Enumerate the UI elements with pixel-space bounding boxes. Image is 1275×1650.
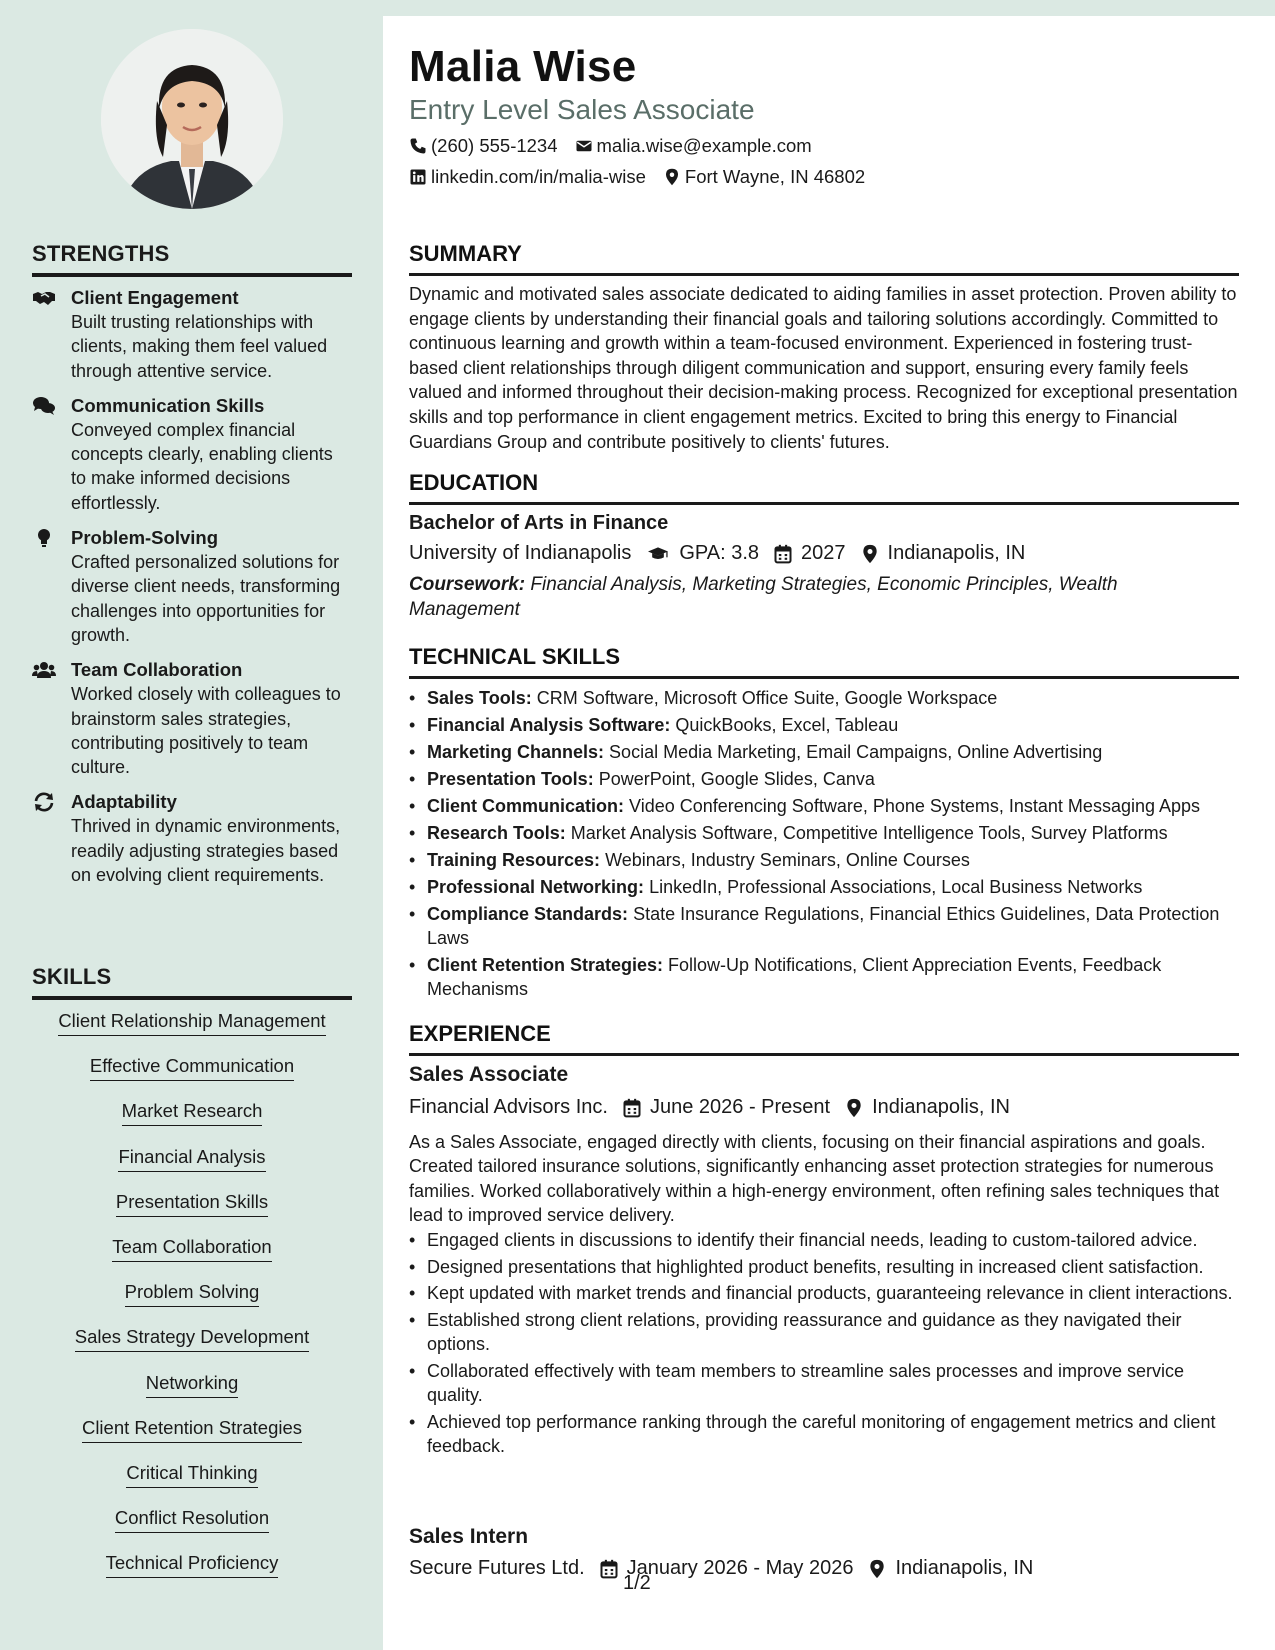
contact-row: [409, 135, 829, 157]
handshake-icon: [32, 288, 56, 308]
job-dates: June 2026 - Present: [649, 1096, 831, 1118]
skill-tag: Financial Analysis: [118, 1144, 265, 1172]
list-item: • Compliance Standards: State Insurance Regulations, Financial Ethics Guidelines, Data Protection Laws: [409, 902, 1239, 950]
school-name: University of Indianapolis: [409, 542, 632, 564]
phone-icon: [409, 137, 427, 155]
calendar-icon: [599, 1559, 619, 1579]
strengths-list: [32, 286, 352, 898]
list-item: • Sales Tools: CRM Software, Microsoft Office Suite, Google Workspace: [409, 686, 1239, 710]
skill-tag: Conflict Resolution: [115, 1505, 269, 1533]
list-item: • Marketing Channels: Social Media Marketing, Email Campaigns, Online Advertising: [409, 740, 1239, 764]
coursework: [409, 572, 1209, 622]
sync-icon: [32, 792, 56, 812]
gpa-text: GPA: 3.8: [679, 542, 760, 564]
experience-heading: EXPERIENCE: [409, 1021, 1239, 1056]
list-item: • Engaged clients in discussions to identify their financial needs, leading to custom-tailored advice.: [409, 1228, 1239, 1252]
list-item: • Achieved top performance ranking through the careful monitoring of engagement metrics and client feedback.: [409, 1410, 1239, 1458]
strength-title: Client Engagement: [71, 287, 239, 308]
skill-tag: Effective Communication: [90, 1053, 294, 1081]
strengths-heading: STRENGTHS: [32, 241, 352, 277]
location-pin-icon: [860, 544, 880, 564]
list-item: • Research Tools: Market Analysis Software, Competitive Intelligence Tools, Survey Platforms: [409, 821, 1239, 845]
strength-title: Team Collaboration: [71, 659, 243, 681]
technical-skills-heading: TECHNICAL SKILLS: [409, 644, 1239, 679]
strength-item: [32, 526, 352, 647]
location-pin-icon: [663, 168, 681, 186]
candidate-name: Malia Wise: [409, 42, 637, 91]
list-item: • Kept updated with market trends and financial products, guaranteeing relevance in client interactions.: [409, 1281, 1239, 1305]
education-heading: EDUCATION: [409, 470, 1239, 505]
calendar-icon: [622, 1098, 642, 1118]
strength-title: Problem-Solving: [71, 527, 218, 549]
location-pin-icon: [867, 1559, 887, 1579]
education-meta: [409, 542, 1039, 565]
list-item: • Professional Networking: LinkedIn, Professional Associations, Local Business Networks: [409, 875, 1239, 899]
lightbulb-icon: [32, 528, 56, 548]
strength-item: [32, 658, 352, 779]
strength-description: Worked closely with colleagues to brainstorm sales strategies, contributing positively to team culture.: [71, 684, 341, 778]
strength-description: Conveyed complex financial concepts clearly, enabling clients to make informed decisions effortlessly.: [71, 419, 333, 513]
coursework-list: Financial Analysis, Marketing Strategies, Economic Principles, Wealth Management: [409, 574, 1118, 620]
summary-text: Dynamic and motivated sales associate dedicated to aiding families in asset protection. Proven ability to engage clients by understanding their financial goals and tailoring solutions accordingly. Committed to continuous learning and growth within a team-focused environment. Experienced in fostering trust-based client relationships through diligent communication and support, ensuring every family feels valued and informed throughout their decision-making process. Recognized for exceptional presentation skills and top performance in client engagement metrics. Excited to bring this energy to Financial Guardians Group and contribute positively to clients' futures.: [409, 284, 1238, 452]
graduation-year: 2027: [801, 542, 846, 564]
list-item: • Established strong client relations, providing reassurance and guidance as they navigated their options.: [409, 1308, 1239, 1356]
list-item: • Designed presentations that highlighted product benefits, resulting in increased client satisfaction.: [409, 1255, 1239, 1279]
skill-tag: Client Retention Strategies: [82, 1415, 302, 1443]
strength-description: Built trusting relationships with clients, making them feel valued through attentive service.: [71, 312, 328, 381]
job-bullets: [409, 1228, 1239, 1461]
location-pin-icon: [844, 1098, 864, 1118]
candidate-role: Entry Level Sales Associate: [409, 94, 755, 125]
list-item: • Collaborated effectively with team members to streamline sales processes and improve service quality.: [409, 1359, 1239, 1407]
chat-bubbles-icon: [32, 396, 56, 416]
list-item: • Client Retention Strategies: Follow-Up Notifications, Client Appreciation Events, Feedback Mechanisms: [409, 953, 1239, 1001]
strength-item: [32, 790, 352, 887]
graduation-cap-icon: [645, 544, 671, 564]
school-location: Indianapolis, IN: [887, 542, 1026, 564]
company-name: Secure Futures Ltd.: [409, 1557, 585, 1579]
profile-photo: [101, 29, 283, 209]
job-meta: [409, 1557, 1047, 1580]
email-link[interactable]: malia.wise@example.com: [596, 135, 812, 156]
skill-tag: Team Collaboration: [112, 1234, 271, 1262]
contact-row: [409, 166, 882, 188]
strength-item: [32, 394, 352, 515]
phone-number[interactable]: (260) 555-1234: [431, 135, 558, 156]
skill-tag: Client Relationship Management: [58, 1008, 325, 1036]
skill-tag: Presentation Skills: [116, 1189, 268, 1217]
job-title: Sales Intern: [409, 1525, 529, 1548]
degree-title: Bachelor of Arts in Finance: [409, 512, 669, 534]
list-item: • Training Resources: Webinars, Industry Seminars, Online Courses: [409, 848, 1239, 872]
skill-tag: Critical Thinking: [126, 1460, 257, 1488]
job-meta: [409, 1096, 1024, 1119]
strength-item: [32, 286, 352, 383]
list-item: • Client Communication: Video Conferencing Software, Phone Systems, Instant Messaging Apps: [409, 794, 1239, 818]
linkedin-icon: [409, 168, 427, 186]
page-number: 1/2: [623, 1572, 651, 1594]
skills-heading: SKILLS: [32, 964, 352, 1000]
location-text: Fort Wayne, IN 46802: [684, 166, 866, 187]
calendar-icon: [773, 544, 793, 564]
job-description: As a Sales Associate, engaged directly with clients, focusing on their financial aspirations and goals. Created tailored insurance solutions, significantly enhancing asset protection strategies for numerous families. Worked collaboratively within a high-energy environment, often refining sales techniques that lead to improved service delivery.: [409, 1132, 1220, 1226]
skill-tag: Sales Strategy Development: [75, 1324, 309, 1352]
company-name: Financial Advisors Inc.: [409, 1096, 608, 1118]
skill-tag: Market Research: [122, 1098, 263, 1126]
job-title: Sales Associate: [409, 1063, 569, 1086]
users-icon: [32, 660, 56, 680]
list-item: • Presentation Tools: PowerPoint, Google Slides, Canva: [409, 767, 1239, 791]
top-strip: [383, 0, 1275, 16]
coursework-label: Coursework:: [409, 574, 526, 595]
skill-tag: Problem Solving: [125, 1279, 260, 1307]
strength-description: Thrived in dynamic environments, readily adjusting strategies based on evolving client requirements.: [71, 816, 341, 886]
job-location: Indianapolis, IN: [872, 1096, 1010, 1118]
job-location: Indianapolis, IN: [895, 1557, 1034, 1579]
technical-skills-list: [409, 686, 1239, 1004]
skills-list: [32, 1008, 352, 1595]
skill-tag: Technical Proficiency: [106, 1550, 279, 1578]
strength-description: Crafted personalized solutions for diverse client needs, transforming challenges into opportunities for growth.: [71, 552, 341, 645]
skill-tag: Networking: [146, 1370, 239, 1398]
job-dates: January 2026 - May 2026: [626, 1557, 854, 1579]
list-item: • Financial Analysis Software: QuickBooks, Excel, Tableau: [409, 713, 1239, 737]
summary-heading: SUMMARY: [409, 241, 1239, 276]
strength-title: Communication Skills: [71, 394, 265, 416]
linkedin-link[interactable]: linkedin.com/in/malia-wise: [431, 166, 646, 187]
strength-title: Adaptability: [71, 791, 177, 813]
email-icon: [575, 137, 593, 155]
